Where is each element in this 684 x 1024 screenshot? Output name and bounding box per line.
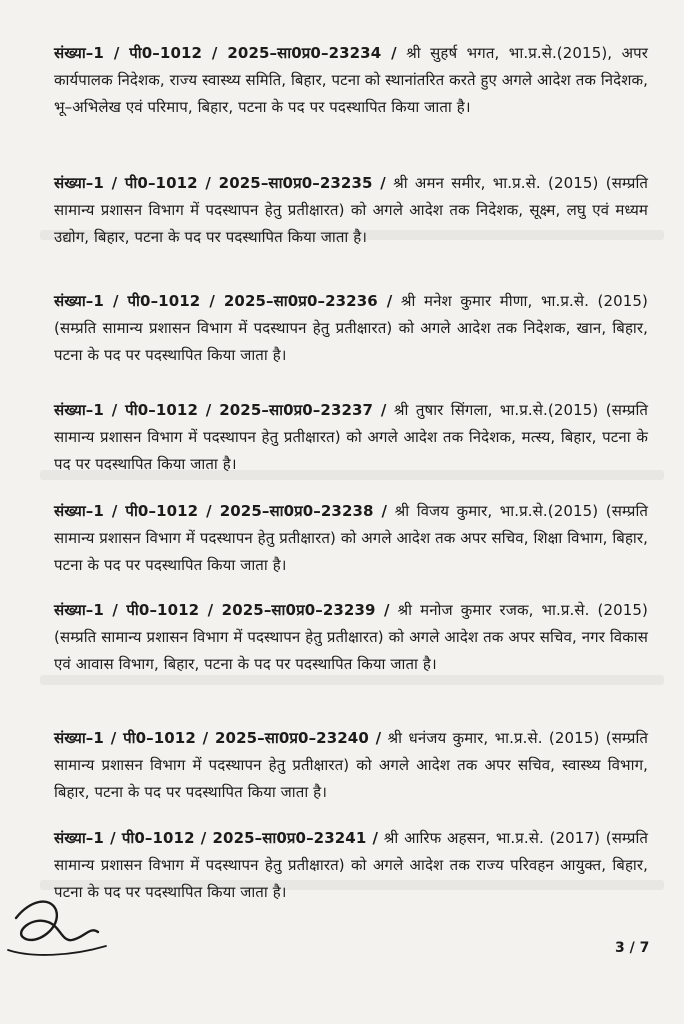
order-paragraph-3 xyxy=(54,288,648,369)
order-text: श्री सुहर्ष भगत, भा.प्र.से.(2015), अपर कार्यपालक निदेशक, राज्य स्वास्थ्य समिति, बिहार, पटना को स्थानांतरित करते हुए अगले आदेश तक निदेशक, भू–अभिलेख एवं परिमाप, बिहार, पटना के पद पर पदस्थापित किया जाता है। xyxy=(54,44,649,116)
order-paragraph-7 xyxy=(54,725,648,806)
order-paragraph-4 xyxy=(54,397,648,478)
order-paragraph-8 xyxy=(54,825,648,906)
order-text: श्री धनंजय कुमार, भा.प्र.से. (2015) (सम्प्रति सामान्य प्रशासन विभाग में पदस्थापन हेतु प्रतीक्षारत) को अगले आदेश तक अपर सचिव, स्वास्थ्य विभाग, बिहार, पटना के पद पर पदस्थापित किया जाता है। xyxy=(54,729,648,801)
order-paragraph-2 xyxy=(54,170,648,251)
order-number: संख्या–1 / पी0–1012 / 2025–सा0प्र0–23237 / xyxy=(54,401,387,419)
order-paragraph-1 xyxy=(54,40,648,121)
order-paragraph-5 xyxy=(54,498,648,579)
signature-mark xyxy=(2,888,112,978)
order-text: श्री अमन समीर, भा.प्र.से. (2015) (सम्प्रति सामान्य प्रशासन विभाग में पदस्थापन हेतु प्रतीक्षारत) को अगले आदेश तक निदेशक, सूक्ष्म, लघु एवं मध्यम उद्योग, बिहार, पटना के पद पर पदस्थापित किया जाता है। xyxy=(54,174,648,246)
order-number: संख्या–1 / पी0–1012 / 2025–सा0प्र0–23238 / xyxy=(54,502,388,520)
order-text: श्री विजय कुमार, भा.प्र.से.(2015) (सम्प्रति सामान्य प्रशासन विभाग में पदस्थापन हेतु प्रतीक्षारत) को अगले आदेश तक अपर सचिव, शिक्षा विभाग, बिहार, पटना के पद पर पदस्थापित किया जाता है। xyxy=(54,502,648,574)
order-text: श्री मनेश कुमार मीणा, भा.प्र.से. (2015) (सम्प्रति सामान्य प्रशासन विभाग में पदस्थापन हेतु प्रतीक्षारत) को अगले आदेश तक निदेशक, खान, बिहार, पटना के पद पर पदस्थापित किया जाता है। xyxy=(54,292,648,364)
order-number: संख्या–1 / पी0–1012 / 2025–सा0प्र0–23239 / xyxy=(54,601,390,619)
page-number: 3 / 7 xyxy=(615,940,650,956)
order-number: संख्या–1 / पी0–1012 / 2025–सा0प्र0–23240 / xyxy=(54,729,382,747)
order-paragraph-6 xyxy=(54,597,648,678)
order-text: श्री आरिफ अहसन, भा.प्र.से. (2017) (सम्प्रति सामान्य प्रशासन विभाग में पदस्थापन हेतु प्रतीक्षारत) को अगले आदेश तक राज्य परिवहन आयुक्त, बिहार, पटना के पद पर पदस्थापित किया जाता है। xyxy=(54,829,648,901)
order-text: श्री मनोज कुमार रजक, भा.प्र.से. (2015) (सम्प्रति सामान्य प्रशासन विभाग में पदस्थापन हेतु प्रतीक्षारत) को अगले आदेश तक अपर सचिव, नगर विकास एवं आवास विभाग, बिहार, पटना के पद पर पदस्थापित किया जाता है। xyxy=(54,601,648,673)
order-number: संख्या–1 / पी0–1012 / 2025–सा0प्र0–23234 / xyxy=(54,44,397,62)
order-text: श्री तुषार सिंगला, भा.प्र.से.(2015) (सम्प्रति सामान्य प्रशासन विभाग में पदस्थापन हेतु प्रतीक्षारत) को अगले आदेश तक निदेशक, मत्स्य, बिहार, पटना के पद पर पदस्थापित किया जाता है। xyxy=(54,401,648,473)
order-number: संख्या–1 / पी0–1012 / 2025–सा0प्र0–23241 / xyxy=(54,829,379,847)
order-number: संख्या–1 / पी0–1012 / 2025–सा0प्र0–23236 / xyxy=(54,292,393,310)
order-number: संख्या–1 / पी0–1012 / 2025–सा0प्र0–23235 / xyxy=(54,174,386,192)
